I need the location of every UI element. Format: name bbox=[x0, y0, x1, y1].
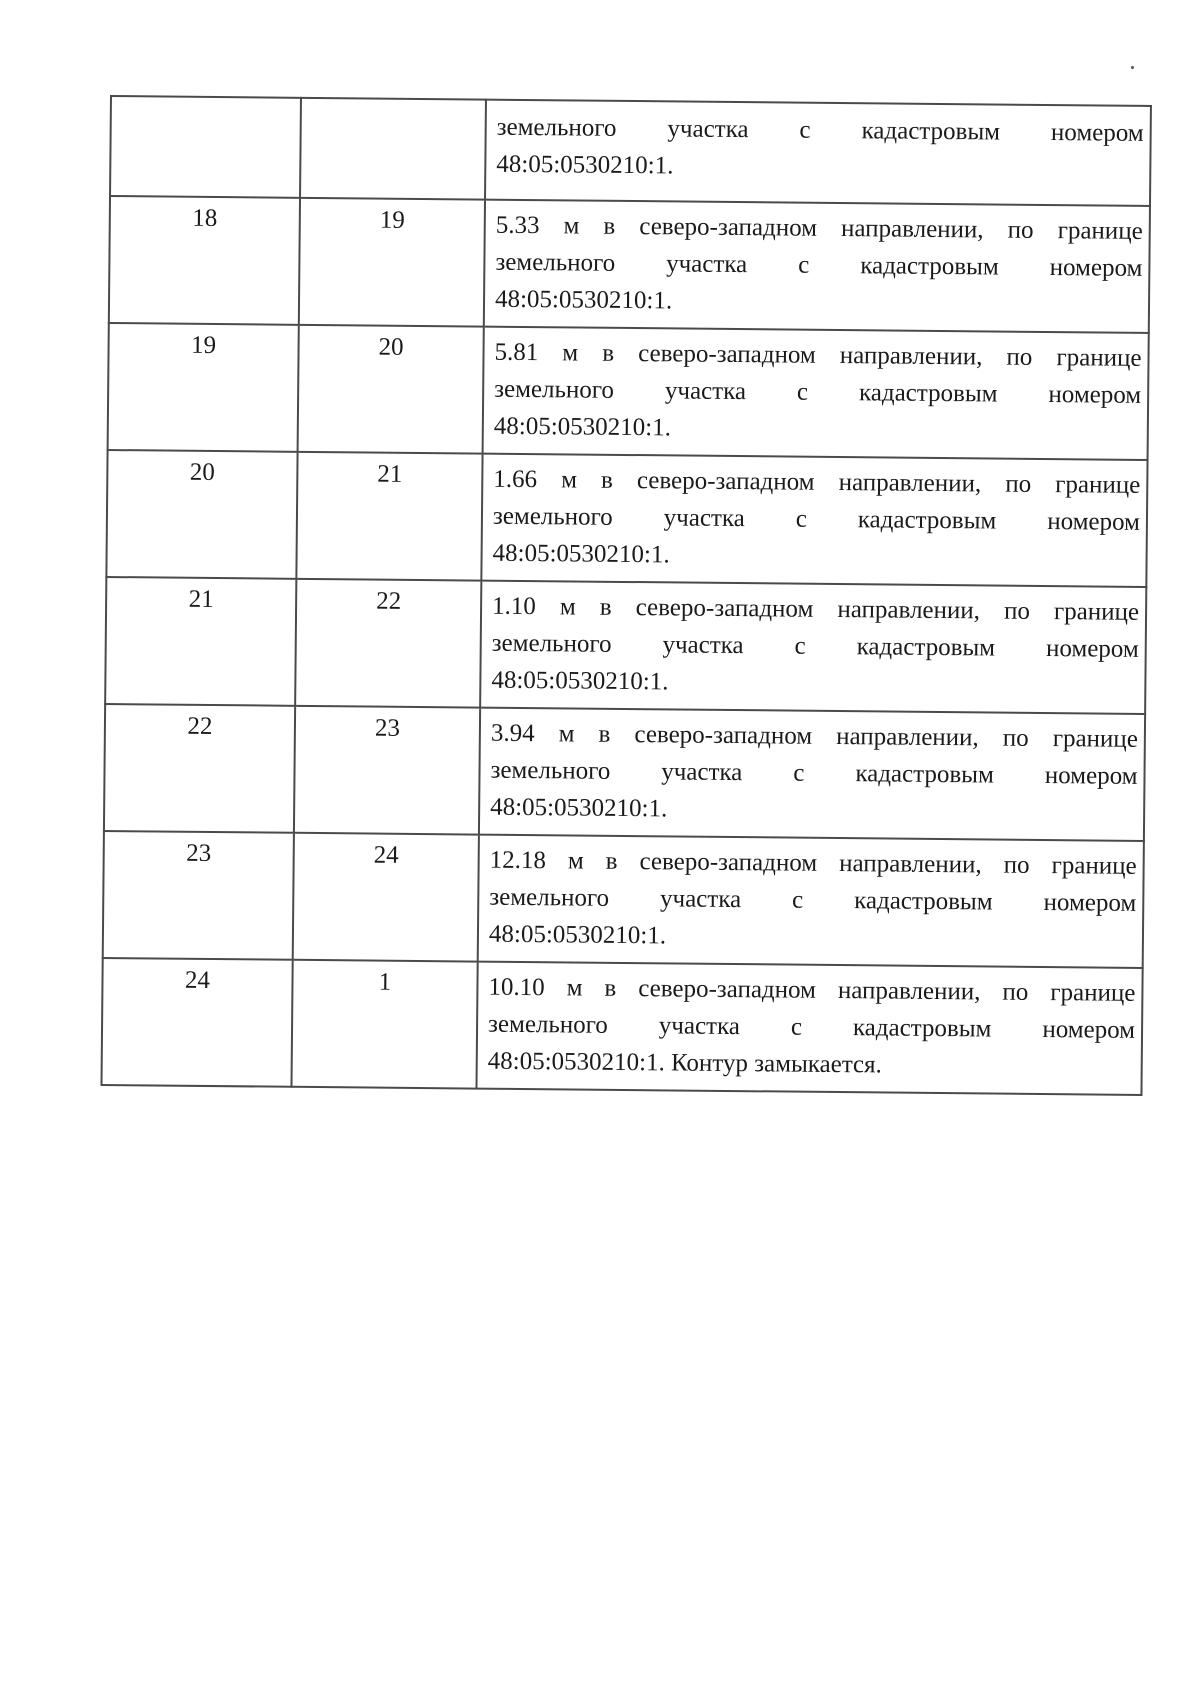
table-row bbox=[101, 958, 1142, 1095]
table-row bbox=[105, 577, 1146, 714]
point-to-cell: 22 bbox=[295, 579, 481, 708]
segment-description-cell: 5.81 м в северо-западном направлении, по границе земельного участка с кадастровым номером 48:05:0530210:1. bbox=[483, 327, 1149, 460]
segment-description-cell: 12.18 м в северо-западном направлении, по границе земельного участка с кадастровым номером 48:05:0530210:1. bbox=[478, 835, 1144, 968]
point-to-cell: 19 bbox=[299, 198, 485, 327]
segment-description-cell: 1.66 м в северо-западном направлении, по границе земельного участка с кадастровым номером 48:05:0530210:1. bbox=[481, 454, 1147, 587]
point-to-cell: 21 bbox=[296, 452, 482, 581]
point-to-cell: 23 bbox=[294, 706, 480, 835]
point-from-cell: 22 bbox=[104, 704, 295, 833]
point-from-cell: 19 bbox=[108, 323, 299, 452]
point-to-cell: 24 bbox=[293, 833, 479, 962]
point-from-cell: 21 bbox=[105, 577, 296, 706]
point-from-cell: 20 bbox=[106, 450, 297, 579]
segment-description-cell: 3.94 м в северо-западном направлении, по границе земельного участка с кадастровым номером 48:05:0530210:1. bbox=[479, 708, 1145, 841]
point-to-cell: 1 bbox=[291, 960, 477, 1089]
point-from-cell: 24 bbox=[101, 958, 292, 1087]
segment-description-cell: земельного участка с кадастровым номером 48:05:0530210:1. bbox=[485, 100, 1151, 206]
point-to-cell bbox=[300, 98, 486, 200]
point-from-cell: 23 bbox=[103, 831, 294, 960]
point-from-cell bbox=[110, 96, 301, 198]
point-to-cell: 20 bbox=[298, 325, 484, 454]
point-from-cell: 18 bbox=[109, 196, 300, 325]
table-row bbox=[103, 831, 1144, 968]
segment-description-cell: 1.10 м в северо-западном направлении, по границе земельного участка с кадастровым номером 48:05:0530210:1. bbox=[480, 581, 1146, 714]
table-row bbox=[109, 196, 1150, 333]
table-row bbox=[108, 323, 1149, 460]
table-row bbox=[110, 96, 1151, 206]
scan-speck bbox=[1131, 66, 1134, 69]
table-row bbox=[106, 450, 1147, 587]
table-row bbox=[104, 704, 1145, 841]
boundary-description-table bbox=[100, 95, 1151, 1096]
segment-description-cell: 5.33 м в северо-западном направлении, по границе земельного участка с кадастровым номером 48:05:0530210:1. bbox=[484, 200, 1150, 333]
segment-description-cell: 10.10 м в северо-западном направлении, по границе земельного участка с кадастровым номером 48:05:0530210:1. Контур замыкается. bbox=[476, 962, 1142, 1095]
